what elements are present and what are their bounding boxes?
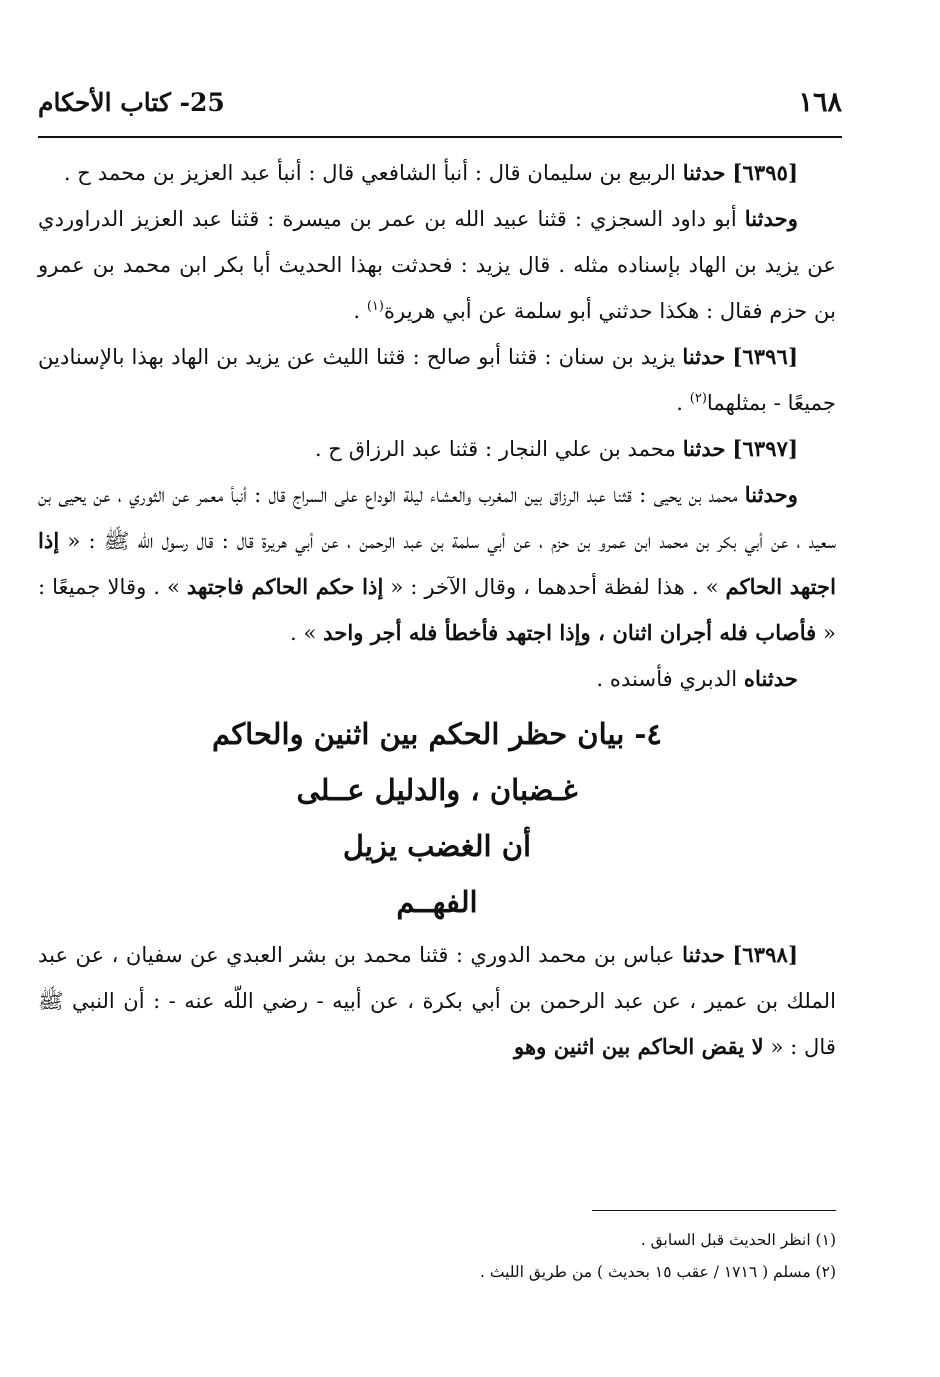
footnote-ref: (٢): [689, 390, 707, 406]
hadith-6397: [38, 426, 836, 472]
footnote-ref: (١): [366, 298, 384, 314]
hadith-number: [٦٣٩٧]: [732, 436, 798, 461]
hadith-text: محمد بن يحيى : قثنا عبد الرزاق بين المغرب والعشاء ليلة الوداع على السراج قال : أنبأ معمر عن الثوري ، عن يحيى بن سعيد ، عن أبي بكر بن محمد ابن عمرو بن حزم ، عن أبي سلمة بن عبد الرحمن ، عن أبي هريرة قال : قال رسول الله ﷺ : «: [38, 482, 836, 553]
hadith-matn: لا يقض الحاكم بين اثنين وهو: [514, 1034, 764, 1059]
hadith-text: أبو داود السجزي : قثنا عبيد الله بن عمر بن ميسرة : قثنا عبد العزيز الدراوردي عن يزيد بن الهاد بإسناده مثله . قال يزيد : فحدثت بهذا الحديث أبا بكر ابن محمد بن عمرو بن حزم فقال : هكذا حدثني أبو سلمة عن أبي هريرة: [38, 206, 836, 323]
narration-lead: حدثنا: [682, 942, 726, 967]
hadith-6397-note: [38, 656, 836, 702]
hadith-text: محمد بن علي النجار : قثنا عبد الرزاق ح .: [314, 436, 676, 461]
hadith-6395-chain: [38, 196, 836, 334]
hadith-text: الدبري فأسنده .: [596, 666, 738, 691]
hadith-6395: [38, 150, 836, 196]
narration-lead: وحدثنا: [744, 206, 798, 231]
hadith-text: » . وقالا جميعًا : «: [38, 574, 836, 645]
book-title: 25- كتاب الأحكام: [38, 87, 225, 117]
hadith-matn: إذا اجتهد الحاكم: [38, 528, 836, 599]
footnotes: [38, 1224, 836, 1288]
chapter-heading-line: أن الغضب يزيل: [342, 829, 532, 863]
hadith-6396: [38, 334, 836, 426]
hadith-text-tail: .: [353, 298, 367, 323]
page-number: ١٦٨: [798, 86, 842, 118]
hadith-6397-chain: [38, 472, 836, 656]
chapter-heading-line: ٤- بيان حظر الحكم بين اثنين والحاكم: [212, 717, 662, 751]
hadith-text: يزيد بن سنان : قثنا أبو صالح : قثنا الليث عن يزيد بن الهاد بهذا بالإسنادين جميعًا - بمثلهما: [38, 344, 836, 415]
hadith-text-tail: » .: [289, 620, 324, 645]
footnote-rule: [592, 1210, 836, 1211]
chapter-heading-line: غـضبان ، والدليل عــلى: [296, 773, 578, 807]
main-text: [38, 150, 836, 1070]
hadith-text: » . هذا لفظة أحدهما ، وقال الآخر : «: [383, 574, 726, 599]
hadith-number: [٦٣٩٦]: [732, 344, 798, 369]
narration-lead: حدثناه: [743, 666, 798, 691]
hadith-6398: [38, 932, 836, 1070]
hadith-text: الربيع بن سليمان قال : أنبأ الشافعي قال : أنبأ عبد العزيز بن محمد ح .: [63, 160, 676, 185]
hadith-number: [٦٣٩٥]: [732, 160, 798, 185]
hadith-matn: إذا حكم الحاكم فاجتهد: [186, 574, 384, 599]
narration-lead: حدثنا: [682, 436, 726, 461]
narration-lead: حدثنا: [682, 344, 726, 369]
chapter-heading-line: الفهــم: [396, 885, 478, 919]
narration-lead: وحدثنا: [744, 482, 798, 507]
header-rule: [38, 136, 842, 138]
footnote: (١) انظر الحديث قبل السابق .: [640, 1231, 836, 1249]
chapter-heading: [38, 706, 836, 930]
narration-lead: حدثنا: [682, 160, 726, 185]
hadith-text: عباس بن محمد الدوري : قثنا محمد بن بشر العبدي عن سفيان ، عن عبد الملك بن عمير ، عن عبد الرحمن بن أبي بكرة ، عن أبيه - رضي اللّه عنه - : أن النبي ﷺ قال : «: [38, 942, 836, 1059]
running-header: [38, 82, 842, 122]
hadith-matn: فأصاب فله أجران اثنان ، وإذا اجتهد فأخطأ فله أجر واحد: [323, 620, 817, 645]
footnote: (٢) مسلم ( ١٧١٦ / عقب ١٥ بحديث ) من طريق الليث .: [480, 1263, 836, 1281]
hadith-number: [٦٣٩٨]: [732, 942, 798, 967]
hadith-text-tail: .: [676, 390, 690, 415]
